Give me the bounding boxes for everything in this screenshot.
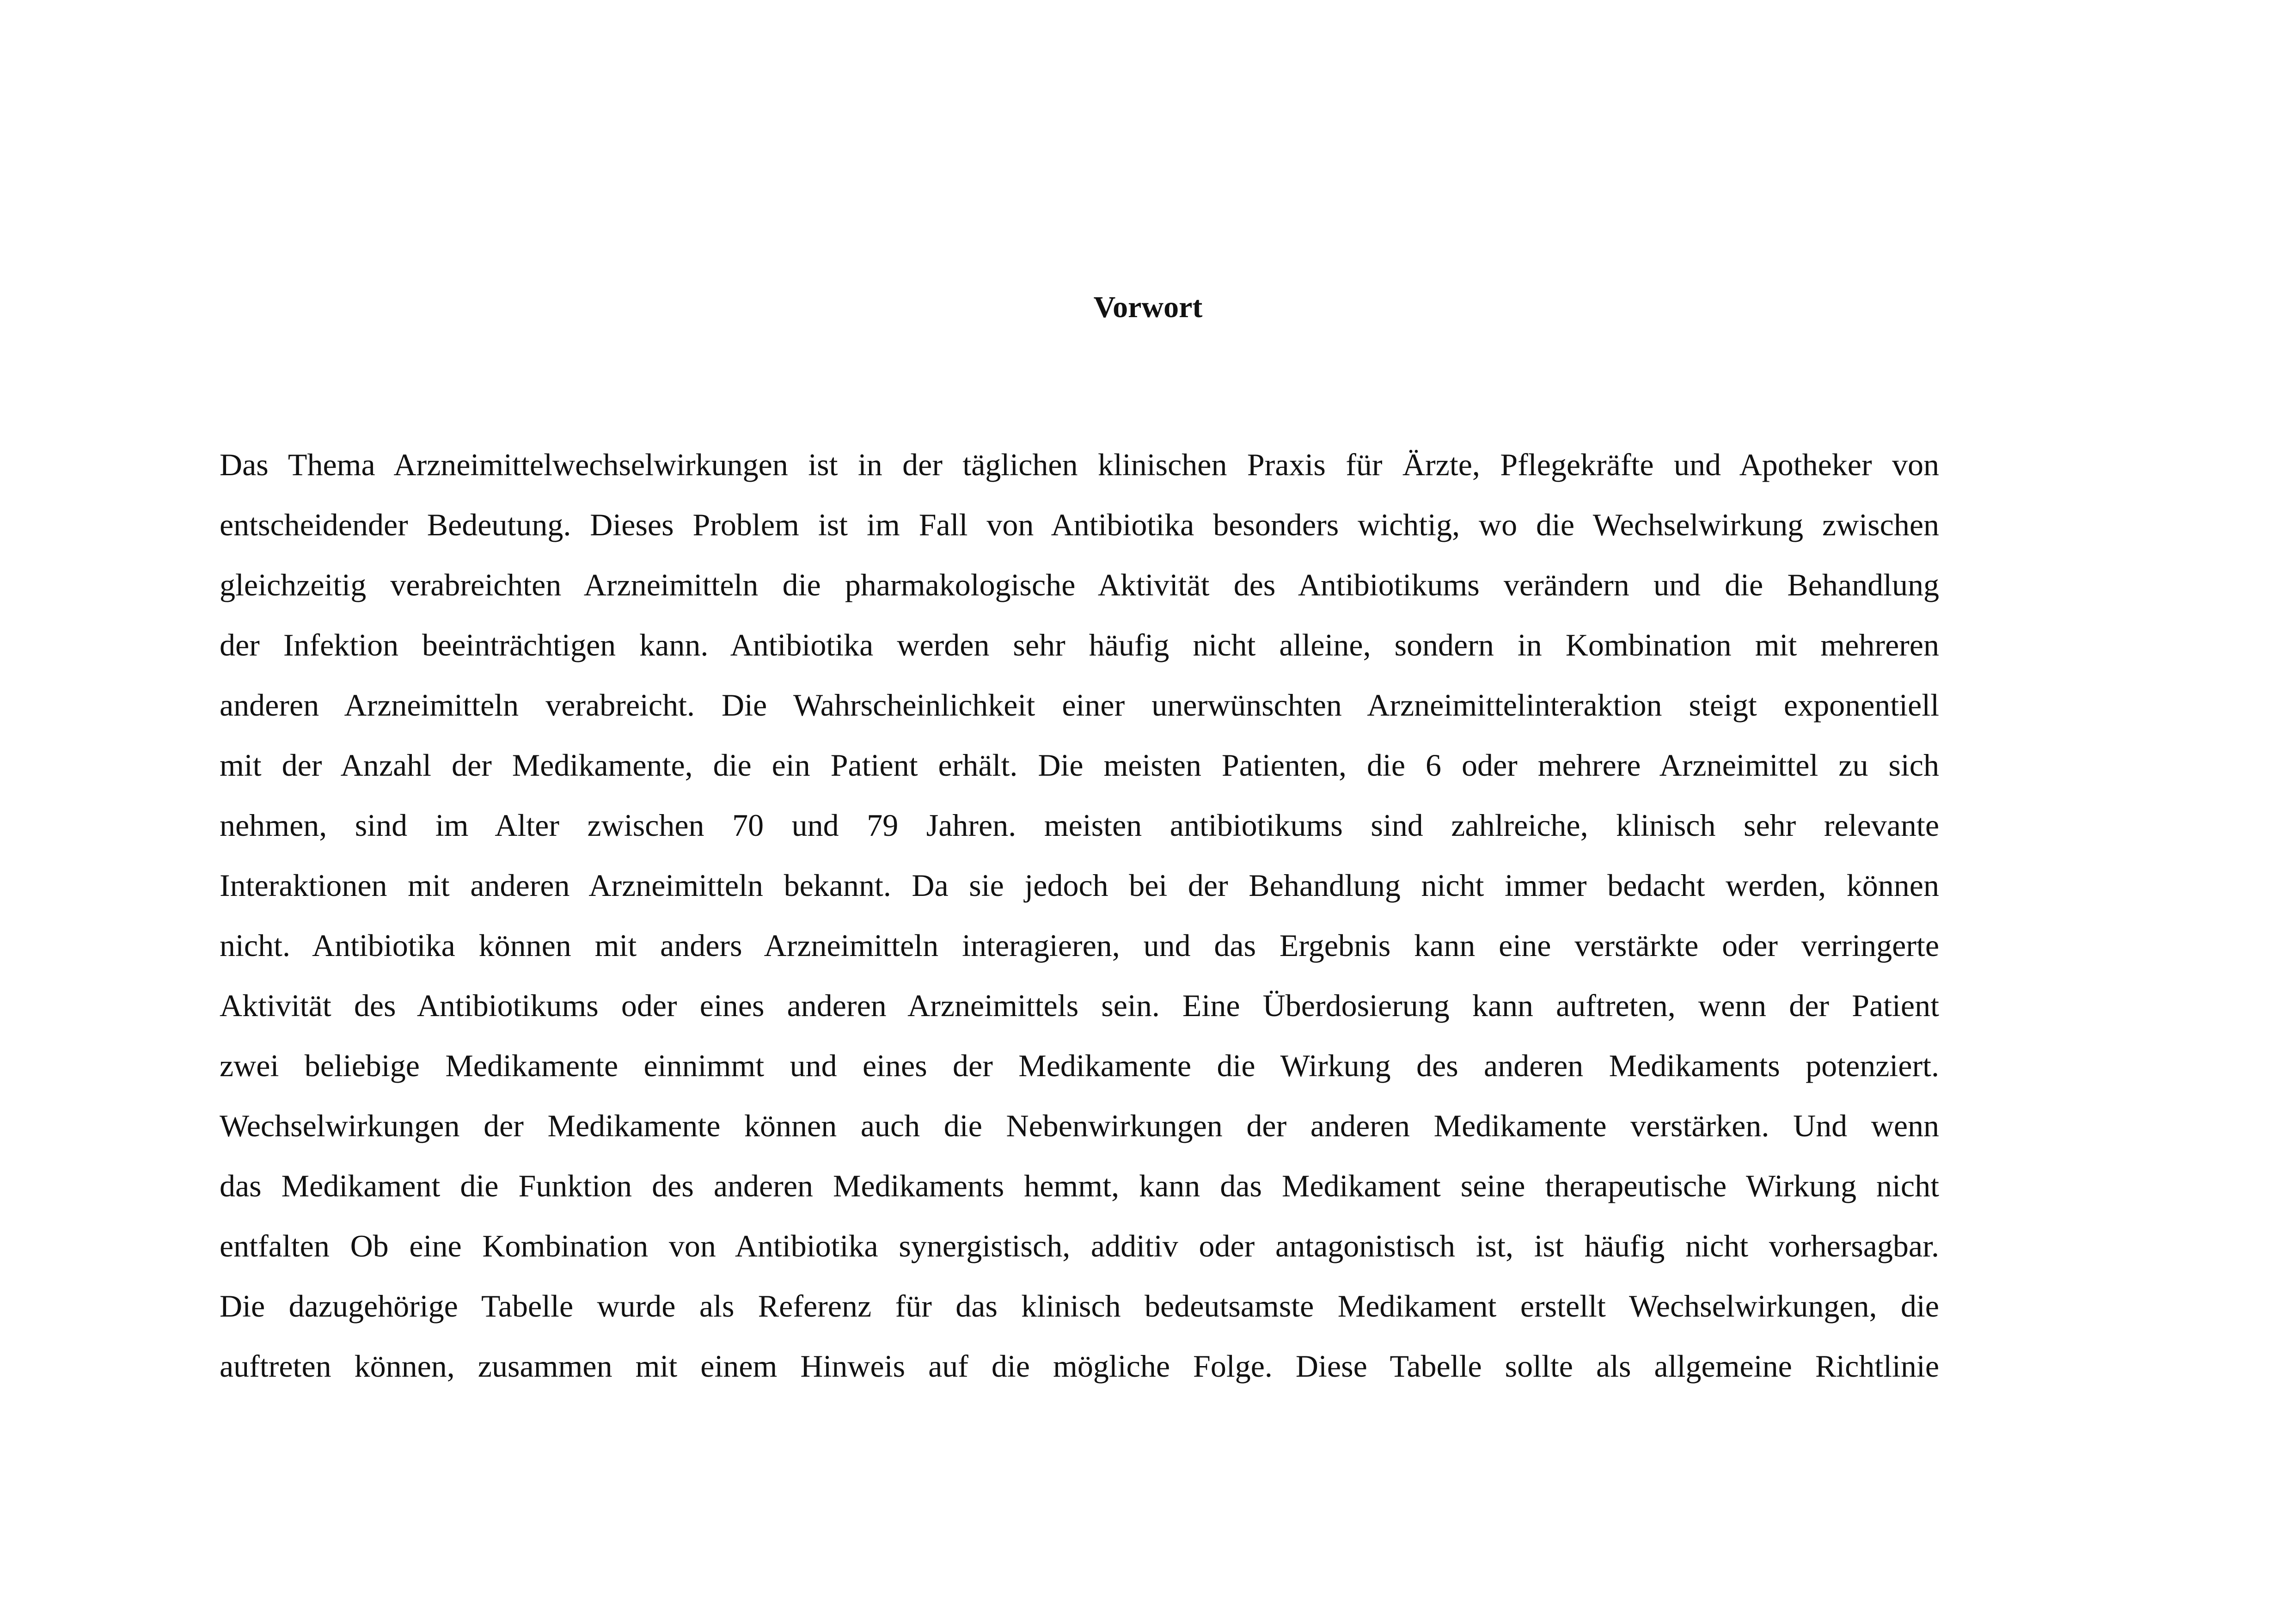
text-line: Wechselwirkungen der Medikamente können auch die Nebenwirkungen der anderen Medikamente verstärken. Und wenn xyxy=(220,1108,1939,1143)
text-line: gleichzeitig verabreichten Arzneimitteln die pharmakologische Aktivität des Antibiotikums verändern und die Behandlung xyxy=(220,567,1939,602)
text-line: Interaktionen mit anderen Arzneimitteln bekannt. Da sie jedoch bei der Behandlung nicht immer bedacht werden, können xyxy=(220,868,1939,903)
text-line: Das Thema Arzneimittelwechselwirkungen ist in der täglichen klinischen Praxis für Ärzte, Pflegekräfte und Apotheker von xyxy=(220,447,1939,482)
text-line: entfalten Ob eine Kombination von Antibiotika synergistisch, additiv oder antagonistisch ist, ist häufig nicht vorhersagbar. xyxy=(220,1228,1939,1263)
text-line: nehmen, sind im Alter zwischen 70 und 79 Jahren. meisten antibiotikums sind zahlreiche, klinisch sehr relevante xyxy=(220,808,1939,843)
text-line: mit der Anzahl der Medikamente, die ein Patient erhält. Die meisten Patienten, die 6 oder mehrere Arzneimittel zu sich xyxy=(220,748,1939,783)
text-line: zwei beliebige Medikamente einnimmt und eines der Medikamente die Wirkung des anderen Medikaments potenziert. xyxy=(220,1048,1939,1083)
text-line: der Infektion beeinträchtigen kann. Antibiotika werden sehr häufig nicht alleine, sondern in Kombination mit mehreren xyxy=(220,627,1939,662)
text-line: auftreten können, zusammen mit einem Hinweis auf die mögliche Folge. Diese Tabelle sollte als allgemeine Richtlinie xyxy=(220,1348,1939,1384)
document-title: Vorwort xyxy=(1093,290,1203,324)
body-paragraph xyxy=(220,446,1939,1408)
text-line: nicht. Antibiotika können mit anders Arzneimitteln interagieren, und das Ergebnis kann eine verstärkte oder verringerte xyxy=(220,928,1939,963)
text-line: anderen Arzneimitteln verabreicht. Die Wahrscheinlichkeit einer unerwünschten Arzneimittelinteraktion steigt exponentiell xyxy=(220,687,1939,723)
text-line: Aktivität des Antibiotikums oder eines anderen Arzneimittels sein. Eine Überdosierung kann auftreten, wenn der Patient xyxy=(220,988,1939,1023)
text-line: Die dazugehörige Tabelle wurde als Referenz für das klinisch bedeutsamste Medikament erstellt Wechselwirkungen, die xyxy=(220,1288,1939,1324)
text-line: das Medikament die Funktion des anderen Medikaments hemmt, kann das Medikament seine therapeutische Wirkung nicht xyxy=(220,1168,1939,1203)
text-line: entscheidender Bedeutung. Dieses Problem ist im Fall von Antibiotika besonders wichtig, wo die Wechselwirkung zwischen xyxy=(220,507,1939,542)
